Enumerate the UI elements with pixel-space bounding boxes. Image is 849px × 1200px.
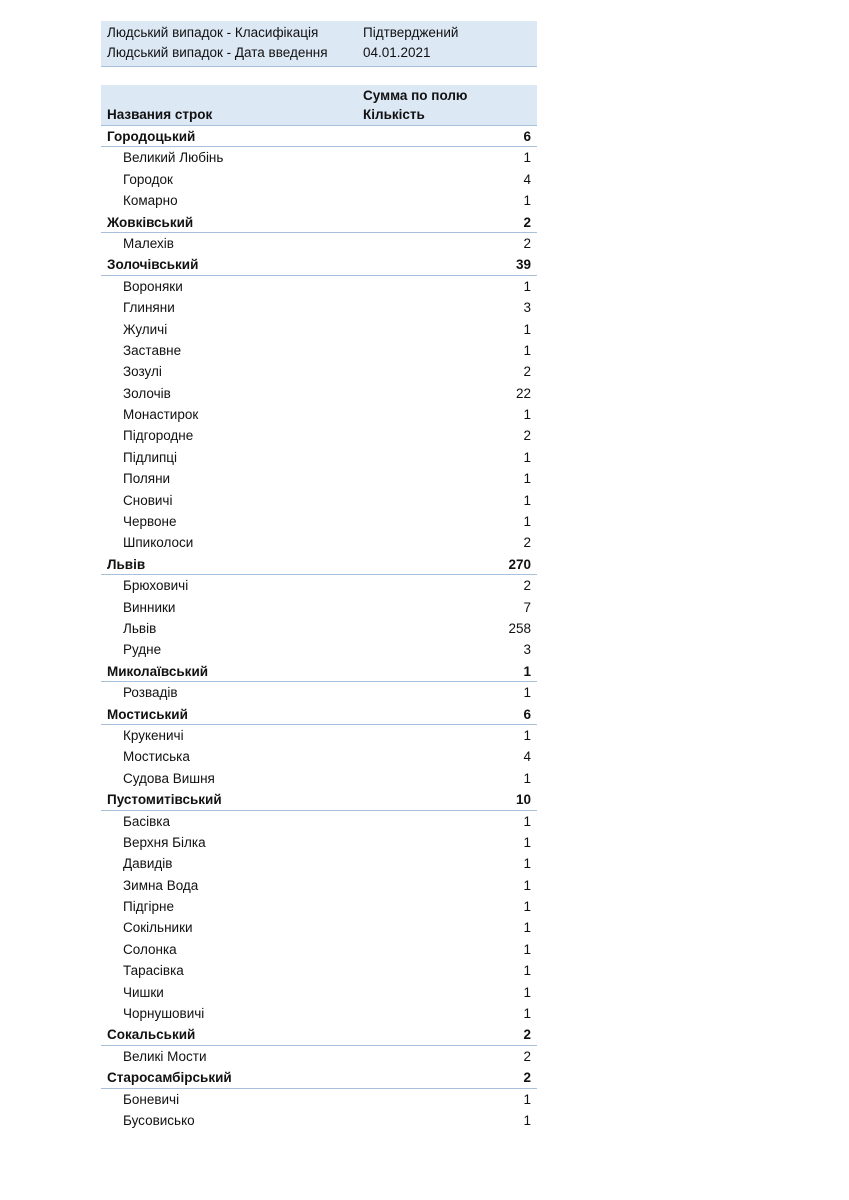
item-name: Сновичі [123, 492, 173, 508]
group-name: Сокальський [107, 1027, 196, 1043]
item-row [101, 319, 537, 340]
group-name: Пустомитівський [107, 792, 222, 808]
item-name: Поляни [123, 471, 171, 487]
item-value: 1 [523, 449, 531, 465]
group-name: Мостиський [107, 706, 188, 722]
group-row[interactable] [101, 212, 537, 233]
item-value: 1 [523, 321, 531, 337]
item-name: Зозулі [123, 364, 162, 380]
filter-label: Людський випадок - Класифікація [107, 25, 319, 40]
item-value: 1 [523, 193, 531, 209]
item-row [101, 190, 537, 211]
item-name: Тарасівка [123, 963, 184, 979]
item-row [101, 340, 537, 361]
value-header-line1: Сумма по полю [363, 88, 468, 103]
item-value: 1 [523, 514, 531, 530]
item-name: Чишки [123, 984, 164, 1000]
item-value: 1 [523, 727, 531, 743]
value-header-line2: Кількість [363, 107, 425, 122]
item-value: 2 [523, 428, 531, 444]
item-name: Вороняки [123, 278, 183, 294]
item-name: Шпиколоси [123, 535, 194, 551]
filter-row [101, 43, 537, 63]
group-name: Львів [107, 556, 146, 572]
group-total: 270 [508, 556, 531, 572]
item-row [101, 639, 537, 660]
item-value: 1 [523, 899, 531, 915]
item-value: 1 [523, 342, 531, 358]
item-value: 1 [523, 150, 531, 166]
item-name: Монастирок [123, 407, 199, 423]
item-value: 2 [523, 535, 531, 551]
item-row [101, 490, 537, 511]
item-name: Рудне [123, 642, 162, 658]
item-name: Підлипці [123, 449, 178, 465]
item-row [101, 532, 537, 553]
item-row [101, 383, 537, 404]
pivot-body [101, 126, 537, 1131]
item-name: Басівка [123, 813, 170, 829]
row-labels-header[interactable]: Названия строк [107, 107, 213, 122]
item-value: 3 [523, 642, 531, 658]
item-row [101, 361, 537, 382]
item-value: 3 [523, 300, 531, 316]
group-total: 2 [523, 1027, 531, 1043]
item-row [101, 297, 537, 318]
filter-value[interactable]: Підтверджений [363, 25, 459, 40]
filter-value[interactable]: 04.01.2021 [363, 45, 431, 60]
item-row [101, 425, 537, 446]
item-row [101, 618, 537, 639]
item-value: 258 [508, 620, 531, 636]
item-value: 1 [523, 492, 531, 508]
item-name: Боневичі [123, 1091, 180, 1107]
filter-label: Людський випадок - Дата введення [107, 45, 328, 60]
group-row[interactable] [101, 1067, 537, 1088]
group-name: Старосамбірський [107, 1070, 232, 1086]
item-name: Підгірне [123, 899, 174, 915]
item-value: 1 [523, 984, 531, 1000]
item-name: Городок [123, 171, 173, 187]
item-name: Львів [123, 620, 157, 636]
item-value: 4 [523, 749, 531, 765]
item-value: 1 [523, 941, 531, 957]
item-row [101, 511, 537, 532]
item-row [101, 447, 537, 468]
item-value: 1 [523, 770, 531, 786]
group-row[interactable] [101, 254, 537, 275]
item-row [101, 982, 537, 1003]
item-name: Крукеничі [123, 727, 184, 743]
group-row[interactable] [101, 126, 537, 147]
item-row [101, 917, 537, 938]
item-row [101, 896, 537, 917]
group-name: Золочівський [107, 257, 199, 273]
item-row [101, 768, 537, 789]
item-name: Розвадів [123, 685, 178, 701]
group-row[interactable] [101, 554, 537, 575]
value-header [363, 85, 537, 125]
item-value: 1 [523, 813, 531, 829]
item-name: Червоне [123, 514, 177, 530]
item-row [101, 811, 537, 832]
item-value: 1 [523, 278, 531, 294]
item-name: Брюховичі [123, 578, 189, 594]
group-row[interactable] [101, 704, 537, 725]
item-row [101, 939, 537, 960]
report-filters [101, 21, 537, 67]
item-name: Давидів [123, 856, 173, 872]
item-value: 1 [523, 1112, 531, 1128]
item-row [101, 1089, 537, 1110]
item-name: Сокільники [123, 920, 193, 936]
item-row [101, 1110, 537, 1131]
group-total: 10 [515, 792, 531, 808]
item-name: Верхня Білка [123, 834, 206, 850]
item-row [101, 276, 537, 297]
group-total: 2 [523, 1070, 531, 1086]
item-name: Великі Мости [123, 1048, 207, 1064]
item-name: Підгородне [123, 428, 194, 444]
group-name: Городоцький [107, 129, 196, 144]
item-value: 2 [523, 578, 531, 594]
item-row [101, 1003, 537, 1024]
filter-row [101, 23, 537, 43]
item-name: Судова Вишня [123, 770, 215, 786]
group-total: 1 [523, 663, 531, 679]
item-name: Заставне [123, 342, 182, 358]
item-row [101, 404, 537, 425]
item-row [101, 746, 537, 767]
group-row[interactable] [101, 1024, 537, 1045]
pivot-header [101, 85, 537, 126]
item-row [101, 169, 537, 190]
item-name: Золочів [123, 385, 171, 401]
item-row [101, 575, 537, 596]
group-total: 39 [515, 257, 531, 273]
item-value: 1 [523, 1091, 531, 1107]
item-name: Комарно [123, 193, 178, 209]
item-value: 4 [523, 171, 531, 187]
group-total: 6 [523, 129, 531, 144]
item-row [101, 147, 537, 168]
item-row [101, 960, 537, 981]
item-row [101, 468, 537, 489]
item-name: Мостиська [123, 749, 190, 765]
item-row [101, 597, 537, 618]
item-value: 1 [523, 1006, 531, 1022]
item-name: Винники [123, 599, 176, 615]
item-name: Зимна Вода [123, 877, 199, 893]
item-value: 2 [523, 1048, 531, 1064]
item-value: 1 [523, 834, 531, 850]
item-value: 7 [523, 599, 531, 615]
item-row [101, 233, 537, 254]
item-value: 1 [523, 856, 531, 872]
item-row [101, 1046, 537, 1067]
item-name: Малехів [123, 235, 174, 251]
item-row [101, 875, 537, 896]
item-value: 1 [523, 685, 531, 701]
item-name: Великий Любінь [123, 150, 224, 166]
item-value: 1 [523, 471, 531, 487]
item-row [101, 725, 537, 746]
item-value: 1 [523, 407, 531, 423]
item-row [101, 682, 537, 703]
group-name: Жовківський [107, 214, 194, 230]
group-total: 6 [523, 706, 531, 722]
item-row [101, 853, 537, 874]
group-row[interactable] [101, 661, 537, 682]
group-total: 2 [523, 214, 531, 230]
item-name: Солонка [123, 941, 177, 957]
item-name: Бусовисько [123, 1112, 195, 1128]
group-name: Миколаївський [107, 663, 209, 679]
item-name: Чорнушовичі [123, 1006, 205, 1022]
item-value: 1 [523, 877, 531, 893]
item-name: Глиняни [123, 300, 175, 316]
item-name: Жуличі [123, 321, 168, 337]
group-row[interactable] [101, 789, 537, 810]
item-value: 1 [523, 963, 531, 979]
item-value: 2 [523, 364, 531, 380]
item-value: 2 [523, 235, 531, 251]
item-value: 1 [523, 920, 531, 936]
item-value: 22 [515, 385, 531, 401]
pivot-table [101, 85, 537, 1131]
item-row [101, 832, 537, 853]
